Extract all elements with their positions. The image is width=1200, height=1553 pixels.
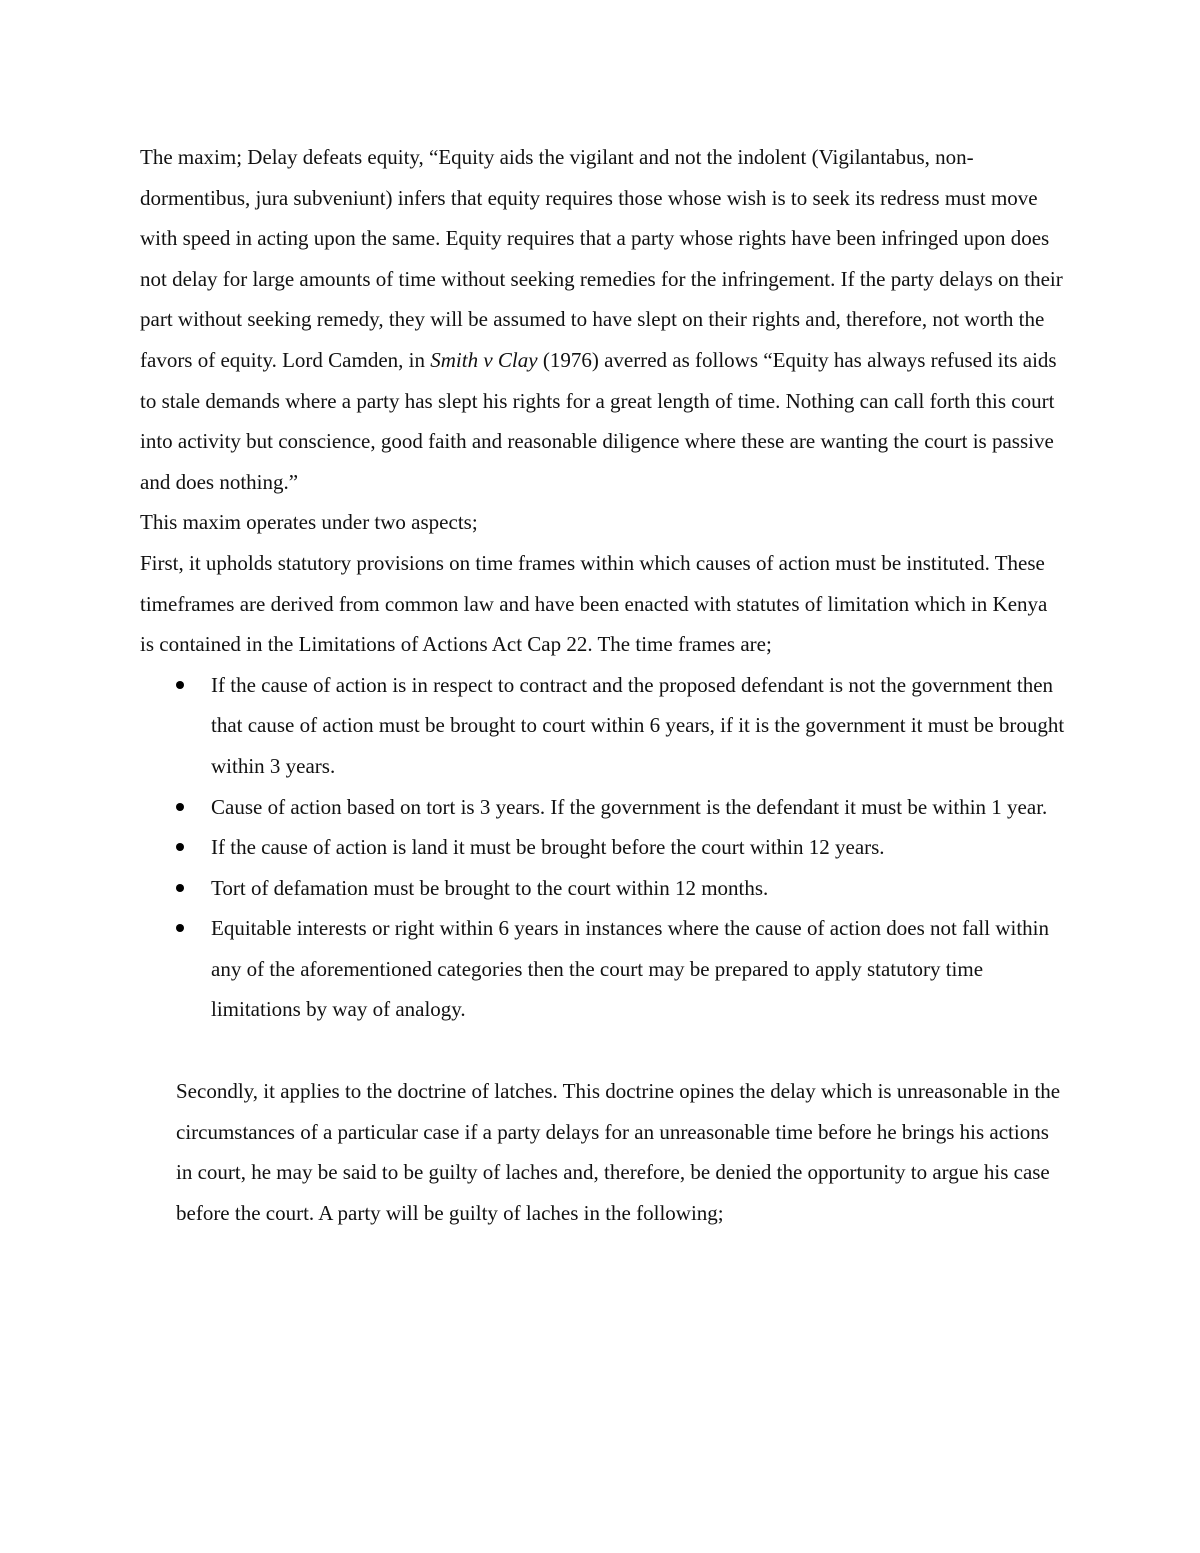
bullet-icon: [176, 843, 184, 851]
bullet-icon: [176, 884, 184, 892]
list-item: [211, 908, 1065, 1030]
bullet-icon: [176, 681, 184, 689]
paragraph-maxim-text-2: (1976) averred as follows “Equity has always refused its aids to stale demands where a party has slept his rights for a great length of time. Nothing can call forth this court into activity but conscience, good faith and reasonable diligence where these are wanting the court is passive and does nothing.”: [140, 347, 1057, 494]
case-citation: Smith v Clay: [430, 347, 538, 372]
list-item-text: If the cause of action is in respect to contract and the proposed defendant is not the government then that cause of action must be brought to court within 6 years, if it is the government it must be brought within 3 years.: [211, 672, 1065, 778]
list-item-text: Tort of defamation must be brought to the court within 12 months.: [211, 875, 769, 900]
list-item: [211, 827, 1065, 868]
list-item: [211, 665, 1065, 787]
document-page: [140, 137, 1065, 1233]
bullet-icon: [176, 924, 184, 932]
time-frames-list: [140, 665, 1065, 1030]
paragraph-maxim-text-1: The maxim; Delay defeats equity, “Equity aids the vigilant and not the indolent (Vigilantabus, non-dormentibus, jura subveniunt) infers that equity requires those whose wish is to seek its redress must move with speed in acting upon the same. Equity requires that a party whose rights have been infringed upon does not delay for large amounts of time without seeking remedies for the infringement. If the party delays on their part without seeking remedy, they will be assumed to have slept on their rights and, therefore, not worth the favors of equity. Lord Camden, in: [140, 145, 1063, 372]
list-item-text: Equitable interests or right within 6 years in instances where the cause of action does not fall within any of the aforementioned categories then the court may be prepared to apply statutory time limitations by way of analogy.: [211, 916, 1050, 1022]
bullet-icon: [176, 803, 184, 811]
list-item-text: If the cause of action is land it must be brought before the court within 12 years.: [211, 835, 885, 860]
paragraph-first-aspect: First, it upholds statutory provisions on time frames within which causes of action must be instituted. These timeframes are derived from common law and have been enacted with statutes of limitation which in Kenya is contained in the Limitations of Actions Act Cap 22. The time frames are;: [140, 550, 1048, 657]
paragraph-aspects: This maxim operates under two aspects;: [140, 510, 478, 535]
list-item: [211, 787, 1065, 828]
paragraph-second-aspect: Secondly, it applies to the doctrine of latches. This doctrine opines the delay which is unreasonable in the circumstances of a particular case if a party delays for an unreasonable time before he brings his actions in court, he may be said to be guilty of laches and, therefore, be denied the opportunity to argue his case before the court. A party will be guilty of laches in the following;: [176, 1079, 1061, 1225]
list-item-text: Cause of action based on tort is 3 years. If the government is the defendant it must be within 1 year.: [211, 794, 1048, 819]
list-item: [211, 868, 1065, 909]
paragraph-maxim: [140, 137, 1065, 502]
